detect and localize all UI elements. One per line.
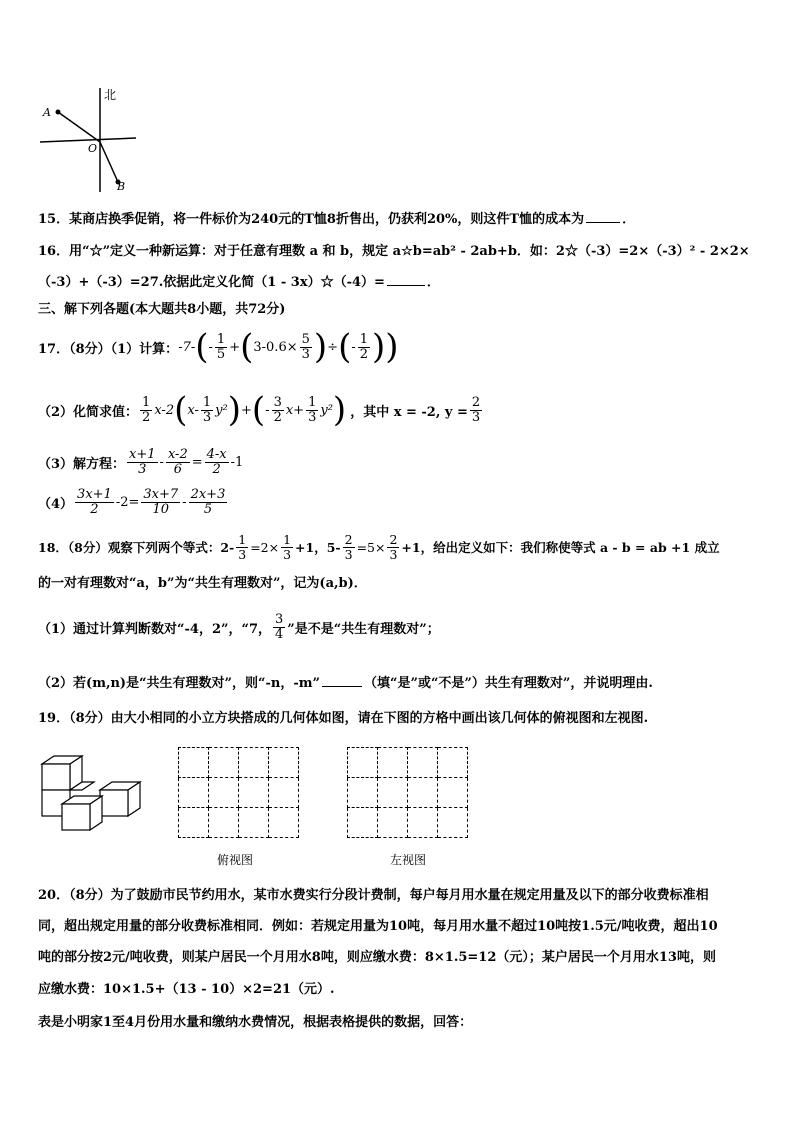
q17-p2-term-c: y² [215,402,228,418]
compass-diagram [36,84,146,194]
q16-line1-text: 16．用“☆”定义一种新运算：对于任意有理数 a 和 b，规定 a☆b=ab² - 2ab+b．如：2☆（-3）=2×（-3）² - 2×2× [38,244,750,259]
q20-line2-text: 同，超出规定用量的部分收费标准相同．例如：若规定用量为10吨，每月用水量不超过10吨按1.5元/吨收费，超出10 [38,919,718,934]
q18-line1-e: +1，给出定义如下：我们称使等式 a - b = ab +1 成立 [401,540,720,555]
q17-p3-frac3-num: 4-x [206,446,227,462]
q17-p3-frac3 [205,448,229,476]
q17-p2-frac4-num: 1 [308,394,317,410]
question-19 [38,707,648,726]
q18-p1-a: （1）通过计算判断数对“-4，2”，“7， [38,621,272,637]
q17-p1-frac1-den: 5 [216,346,226,362]
q17-p2-frac2-den: 3 [202,409,212,425]
q18-frac4 [387,533,399,560]
q17-p2-frac1 [140,396,152,424]
question-17-part1: 17．（8分）（1）计算： -7- ( - $\frac{1}{5}$ + ( 3-0.6× $\frac{5}{3}$ ) ÷ ( - $\frac{1}{2}$ ) ) [38,327,399,367]
q18-frac4-den: 3 [389,546,398,562]
q15-end: ． [622,212,636,227]
point-b-label: B [117,180,126,193]
q17-p1-frac2 [300,333,312,361]
q18-p1-frac-num: 3 [275,611,284,627]
q18-frac4-num: 2 [389,532,398,548]
q17-p2-frac4-den: 3 [308,409,317,425]
q17-p4-frac2 [141,488,180,516]
q17-p2-label: （2）化简求值： [38,404,139,420]
q16-end: ． [426,275,440,290]
q17-p1-plus: + [229,339,241,355]
q15-answer-blank[interactable] [586,210,620,223]
question-20-line4 [38,978,335,997]
q17-label: 17．（8分）（1）计算： [38,341,179,357]
question-18-part1 [38,606,440,648]
question-20-line2 [38,915,718,934]
q17-p3-minus: - [159,454,164,470]
left-view-caption: 左视图 [390,853,427,867]
q18-p2-b: （填“是”或“不是”）共生有理数对”，并说明理由. [364,676,653,691]
q17-p2-frac2 [201,396,213,424]
question-16-line1 [38,240,750,259]
section-3-text: 三、解下列各题(本大题共8小题，共72分) [38,302,286,317]
q17-p2-frac3 [272,396,284,424]
q17-p4-frac1 [75,488,114,516]
q17-p4-frac1-den: 2 [90,501,99,517]
q17-p2-frac5 [470,396,482,424]
question-20-line3 [38,946,716,965]
q18-p1-b: ”是不是“共生有理数对”； [287,621,440,637]
point-o-label: O [88,142,98,155]
q17-p1-minus2: - [351,339,356,355]
q17-p4-frac2-den: 10 [152,501,170,517]
q17-p2-frac4 [306,396,318,424]
q20-line4-text: 应缴水费：10×1.5+（13 - 10）×2=21（元）. [38,982,335,997]
q17-p1-frac1-num: 1 [216,331,226,347]
q17-p1-frac3 [358,333,370,361]
q17-p4-frac3-num: 2x+3 [190,486,226,502]
q17-p4-term-a: -2= [115,494,140,510]
question-16-line2 [38,271,440,290]
q17-p1-minus: - [208,339,213,355]
q17-p3-tail: -1 [230,454,244,470]
q18-p1-frac [273,613,285,641]
q18-frac1-num: 1 [238,532,247,548]
q17-p2-frac5-num: 2 [471,394,481,410]
q17-p3-frac1 [127,448,158,476]
q16-answer-blank[interactable] [387,273,425,286]
q17-p3-frac2 [166,448,190,476]
q17-p3-frac3-den: 2 [212,461,221,477]
q17-p2-term-a: x-2 [154,402,175,418]
q18-answer-blank[interactable] [322,674,362,687]
q17-p2-frac2-num: 1 [202,394,212,410]
q18-frac1-den: 3 [238,546,247,562]
q18-line1-d: =5× [356,539,386,555]
q17-p4-frac1-num: 3x+1 [77,486,112,502]
q18-p2-a: （2）若(m,n)是“共生有理数对”，则“-n，-m” [38,676,320,691]
q17-p1-divide: ÷ [327,339,339,355]
q20-line1-text: 20．（8分）为了鼓励市民节约用水，某市水费实行分段计费制，每户每月用水量在规定用量及以下的部分收费标准相 [38,888,709,903]
q18-frac2 [281,533,293,560]
q17-p1-frac2-den: 3 [301,346,310,362]
q17-p4-minus: - [182,494,187,510]
question-18-line2 [38,572,367,591]
q20-line5-text: 表是小明家1至4月份用水量和缴纳水费情况，根据表格提供的数据，回答： [38,1015,473,1030]
question-18-line1 [38,527,720,567]
q17-p1-frac3-den: 2 [359,346,369,362]
q17-p2-frac3-den: 2 [273,409,282,425]
q18-p1-frac-den: 4 [275,626,284,642]
top-view-grid[interactable] [178,747,299,838]
section-3-heading [38,298,285,317]
q17-p2-frac3-num: 3 [273,394,282,410]
q17-p3-frac2-den: 6 [173,461,182,477]
q17-p1-term-a: -7- [178,339,196,355]
q17-p1-term-b: 3-0.6× [253,339,298,355]
q17-p1-frac1 [215,333,227,361]
q17-p4-frac3 [189,488,228,516]
q17-p2-frac1-num: 1 [142,394,151,410]
cube-solid-figure [38,752,146,832]
q17-p4-frac3-den: 5 [203,501,213,517]
question-15 [38,208,635,227]
q18-frac3-num: 2 [344,532,353,548]
q17-p2-term-f: x+ [285,402,305,418]
question-17-part3 [38,442,243,482]
north-label: 北 [104,88,117,102]
q17-p3-label: （3）解方程： [38,456,126,472]
q17-p2-term-b: x- [187,402,199,418]
q18-line1-c: +1，5- [295,540,341,555]
top-view-caption: 俯视图 [217,853,254,867]
q18-frac3-den: 3 [344,546,353,562]
q17-p4-frac2-num: 3x+7 [143,486,179,502]
q17-p1-frac2-num: 5 [301,331,310,347]
q18-frac2-num: 1 [283,532,292,548]
q17-p3-equals: = [191,454,203,470]
question-20-line5 [38,1011,472,1030]
q18-line1-a: 18．（8分）观察下列两个等式：2- [38,540,235,555]
question-18-part2 [38,672,653,691]
q17-p3-frac2-num: x-2 [167,446,188,462]
q20-line3-text: 吨的部分按2元/吨收费，则某户居民一个月用水8吨，则应缴水费：8×1.5=12（元）；某户居民一个月用水13吨，则 [38,950,716,965]
q17-p2-frac5-den: 3 [471,409,481,425]
q17-p2-condition: ，其中 x = -2, y = [350,404,468,420]
left-view-grid[interactable] [347,747,468,838]
point-a-label: A [43,106,51,119]
q19-text: 19．（8分）由大小相同的小立方块搭成的几何体如图，请在下图的方格中画出该几何体的俯视图和左视图. [38,711,649,726]
question-17-part4 [38,482,229,522]
q17-p3-frac1-den: 3 [138,461,147,477]
q17-p4-label: （4） [38,496,74,512]
question-17-part2: （2）化简求值： $\frac{1}{2}$ x-2 ( x- $\frac{1}{3}$ y² ) + ( - $\frac{3}{2}$ x+ $\frac{1}{3}$ y² ) ，其中 x = -2, y = $\frac{2}{3}$ [38,390,481,430]
q16-line2-text: （-3）+（-3）=27.依据此定义化简（1 - 3x）☆（-4）= [38,275,385,290]
q18-frac3 [343,533,355,560]
q17-p2-minus: - [265,402,270,418]
q15-text: 15．某商店换季促销，将一件标价为240元的T恤8折售出，仍获利20%，则这件T恤的成本为 [38,212,585,227]
q17-p2-plus: + [240,402,252,418]
q18-frac2-den: 3 [283,546,292,562]
q17-p2-term-g: y² [320,402,333,418]
q17-p2-frac1-den: 2 [142,409,151,425]
q18-frac1 [236,533,248,560]
q18-line1-b: =2× [250,539,280,555]
q17-p1-frac3-num: 1 [359,331,369,347]
question-20-line1 [38,884,709,903]
q18-line2-text: 的一对有理数对“a，b”为“共生有理数对”，记为(a,b)． [38,576,367,591]
q17-p3-frac1-num: x+1 [129,446,156,462]
